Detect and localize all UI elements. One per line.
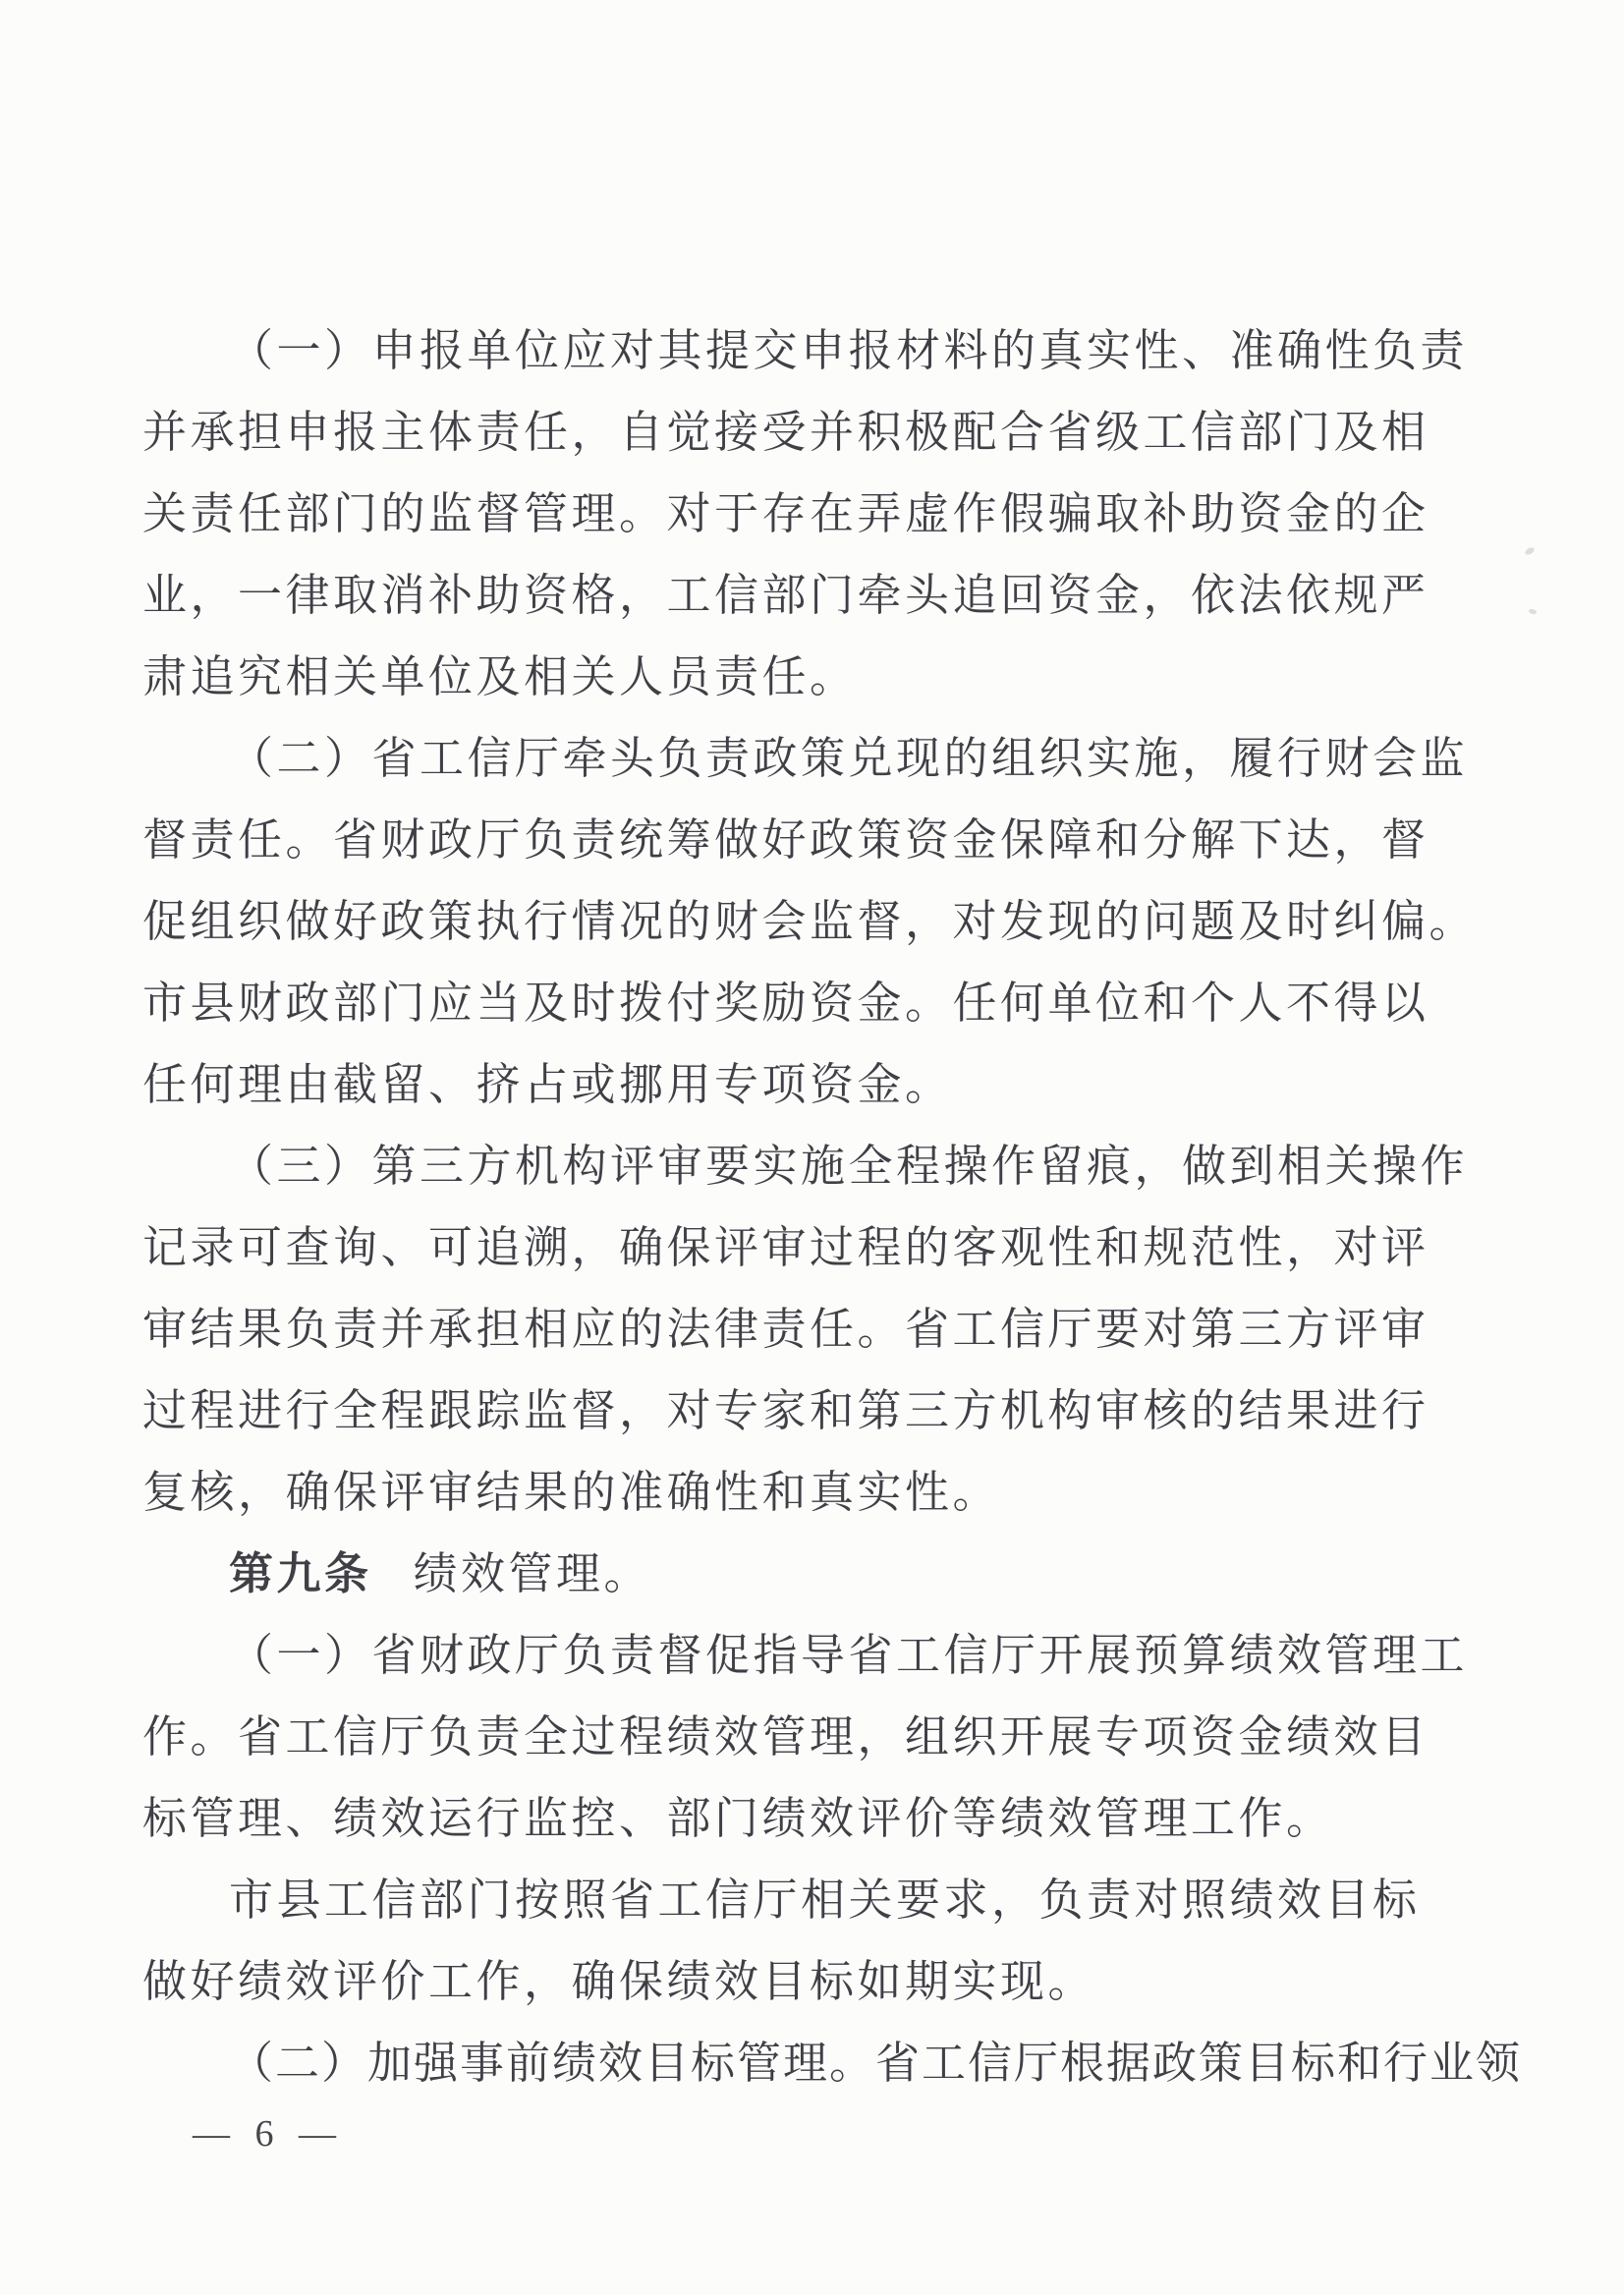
- text-line: 标管理、绩效运行监控、部门绩效评价等绩效管理工作。: [142, 1794, 1334, 1843]
- text-line: （一）省财政厅负责督促指导省工信厅开展预算绩效管理工: [229, 1631, 1469, 1680]
- text-line: 过程进行全程跟踪监督，对专家和第三方机构审核的结果进行: [142, 1386, 1429, 1435]
- scan-artifact: [1528, 608, 1537, 615]
- text-line: 任何理由截留、挤占或挪用专项资金。: [142, 1060, 953, 1109]
- article-title: 绩效管理。: [413, 1549, 652, 1598]
- text-line: （一）申报单位应对其提交申报材料的真实性、准确性负责: [229, 326, 1469, 375]
- text-line: 记录可查询、可追溯，确保评审过程的客观性和规范性，对评: [142, 1223, 1429, 1272]
- article-number: 第九条: [229, 1549, 372, 1598]
- text-line: 业，一律取消补助资格，工信部门牵头追回资金，依法依规严: [142, 571, 1429, 620]
- text-line: 肃追究相关单位及相关人员责任。: [142, 652, 858, 701]
- text-line: （二）省工信厅牵头负责政策兑现的组织实施，履行财会监: [229, 734, 1469, 783]
- text-line: 市县工信部门按照省工信厅相关要求，负责对照绩效目标: [229, 1875, 1421, 1925]
- text-line: （二）加强事前绩效目标管理。省工信厅根据政策目标和行业领: [229, 2039, 1523, 2088]
- text-line: 作。省工信厅负责全过程绩效管理，组织开展专项资金绩效目: [142, 1712, 1429, 1762]
- text-line: 并承担申报主体责任，自觉接受并积极配合省级工信部门及相: [142, 408, 1429, 457]
- text-line: 关责任部门的监督管理。对于存在弄虚作假骗取补助资金的企: [142, 489, 1429, 538]
- text-block: [142, 310, 1523, 2104]
- article-heading-line: [142, 1534, 1484, 1615]
- page-number: — 6 —: [193, 2113, 344, 2155]
- text-line: （三）第三方机构评审要实施全程操作留痕，做到相关操作: [229, 1142, 1469, 1191]
- text-line: 市县财政部门应当及时拨付奖励资金。任何单位和个人不得以: [142, 979, 1429, 1028]
- text-line: 促组织做好政策执行情况的财会监督，对发现的问题及时纠偏。: [142, 897, 1478, 946]
- text-line: 督责任。省财政厅负责统筹做好政策资金保障和分解下达，督: [142, 815, 1429, 865]
- text-line: 审结果负责并承担相应的法律责任。省工信厅要对第三方评审: [142, 1305, 1429, 1354]
- text-line: 复核，确保评审结果的准确性和真实性。: [142, 1468, 1001, 1517]
- scan-artifact: [1524, 546, 1536, 556]
- text-line: 做好绩效评价工作，确保绩效目标如期实现。: [142, 1957, 1096, 2006]
